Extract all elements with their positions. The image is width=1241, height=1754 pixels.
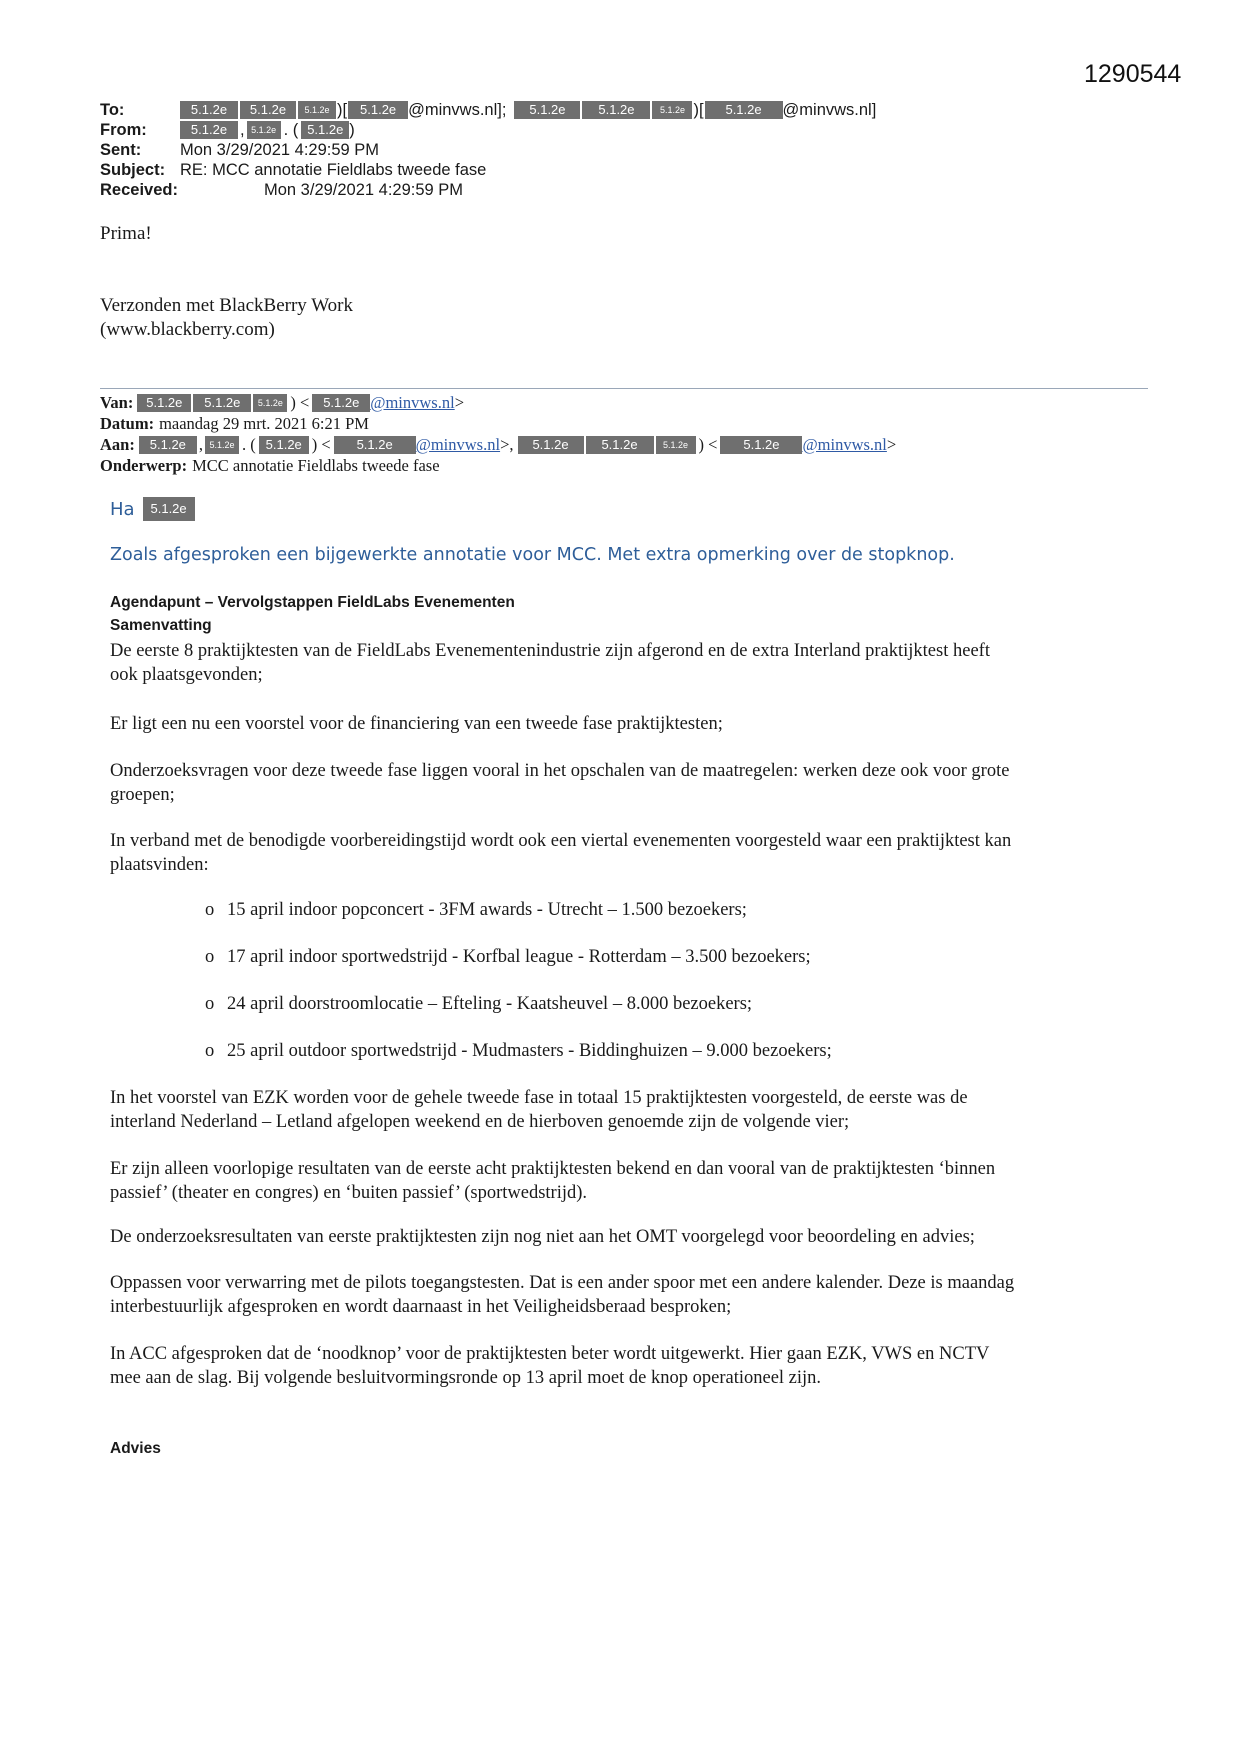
separator-line — [100, 388, 1148, 389]
paragraph-9-line-1: In ACC afgesproken dat de ‘noodknop’ voor de praktijktesten beter wordt uitgewerkt. Hier gaan EZK, VWS en NCTV — [110, 1344, 990, 1364]
paragraph-1-line-1: De eerste 8 praktijktesten van de FieldLabs Evenementenindustrie zijn afgerond en de extra Interland praktijktest heeft — [110, 641, 990, 661]
signature-line-1: Verzonden met BlackBerry Work — [100, 295, 353, 316]
paragraph-5-line-2: interland Nederland – Letland afgelopen weekend en de hierboven genoemde zijn de volgende vier; — [110, 1112, 850, 1132]
paragraph-4 — [110, 829, 1145, 877]
to-label: To: — [100, 101, 125, 119]
from-label: From: — [100, 121, 147, 139]
signature-line-2: (www.blackberry.com) — [100, 319, 275, 340]
received-label: Received: — [100, 181, 178, 199]
aan-email-domain-2[interactable]: @minvws.nl — [802, 435, 887, 454]
redaction: 5.1.2e — [180, 121, 238, 139]
received-value: Mon 3/29/2021 4:29:59 PM — [264, 181, 464, 199]
event-text: 17 april indoor sportwedstrijd - Korfbal league - Rotterdam – 3.500 bezoekers; — [227, 947, 811, 967]
email-header — [100, 100, 876, 200]
list-item — [205, 898, 747, 922]
paragraph-1 — [110, 639, 1145, 687]
bullet-marker: o — [205, 994, 215, 1014]
paragraph-3-line-1: Onderzoeksvragen voor deze tweede fase liggen vooral in het opschalen van de maatregelen: werken deze ook voor grote — [110, 761, 1010, 781]
paragraph-7: De onderzoeksresultaten van eerste praktijktesten zijn nog niet aan het OMT voorgelegd voor beoordeling en advies; — [110, 1227, 975, 1247]
paragraph-4-line-2: plaatsvinden: — [110, 855, 209, 875]
intro-text: Zoals afgesproken een bijgewerkte annotatie voor MCC. Met extra opmerking over de stopknop. — [110, 545, 955, 565]
redaction: 5.1.2e — [705, 101, 783, 119]
redaction: 5.1.2e — [253, 394, 287, 412]
onderwerp-label: Onderwerp: — [100, 456, 188, 475]
datum-label: Datum: — [100, 414, 155, 433]
paragraph-4-line-1: In verband met de benodigde voorbereidingstijd wordt ook een viertal evenementen voorgesteld waar een praktijktest kan — [110, 831, 1012, 851]
paragraph-3-line-2: groepen; — [110, 785, 175, 805]
redaction: 5.1.2e — [240, 101, 296, 119]
redaction: 5.1.2e — [582, 101, 650, 119]
van-row: Van: 5.1.2e 5.1.2e 5.1.2e ) < 5.1.2e @minvws.nl > — [100, 393, 464, 412]
datum-value: maandag 29 mrt. 2021 6:21 PM — [159, 414, 369, 433]
paragraph-9-line-2: mee aan de slag. Bij volgende besluitvormingsronde op 13 april moet de knop operationeel zijn. — [110, 1368, 822, 1388]
subject-value: RE: MCC annotatie Fieldlabs tweede fase — [180, 161, 487, 179]
redaction: 5.1.2e — [298, 101, 336, 119]
paragraph-6 — [110, 1157, 1145, 1205]
list-item — [205, 945, 811, 969]
event-text: 25 april outdoor sportwedstrijd - Mudmasters - Biddinghuizen – 9.000 bezoekers; — [227, 1041, 832, 1061]
greeting: Ha — [110, 498, 135, 520]
paragraph-8-line-2: interbestuurlijk afgesproken en wordt daarnaast in het Veiligheidsberaad besproken; — [110, 1297, 732, 1317]
redaction: 5.1.2e — [334, 436, 416, 454]
event-text: 15 april indoor popconcert - 3FM awards - Utrecht – 1.500 bezoekers; — [227, 900, 747, 920]
paragraph-3 — [110, 759, 1145, 807]
redaction: 5.1.2e — [247, 121, 281, 139]
aan-row: Aan: 5.1.2e , 5.1.2e . ( 5.1.2e ) < 5.1.2e @minvws.nl >, 5.1.2e 5.1.2e 5.1.2e ) < 5.1.2e @minvws.nl > — [100, 435, 897, 454]
redaction: 5.1.2e — [259, 436, 309, 454]
redaction: 5.1.2e — [720, 436, 802, 454]
list-item — [205, 1039, 832, 1063]
to-domain-2: @minvws.nl] — [782, 101, 877, 119]
list-item — [205, 992, 752, 1016]
to-domain-1: @minvws.nl]; — [408, 101, 507, 119]
van-label: Van: — [100, 393, 134, 412]
subject-label: Subject: — [100, 161, 166, 179]
paragraph-6-line-1: Er zijn alleen voorlopige resultaten van de eerste acht praktijktesten bekend en dan vooral van de praktijktesten ‘binnen — [110, 1159, 996, 1179]
sent-value: Mon 3/29/2021 4:29:59 PM — [180, 141, 380, 159]
paragraph-5 — [110, 1086, 1145, 1134]
redaction: 5.1.2e — [348, 101, 408, 119]
aan-label: Aan: — [100, 435, 135, 454]
event-text: 24 april doorstroomlocatie – Efteling - Kaatsheuvel – 8.000 bezoekers; — [227, 994, 753, 1014]
paragraph-9 — [110, 1342, 1145, 1390]
sent-label: Sent: — [100, 141, 142, 159]
redaction: 5.1.2e — [518, 436, 584, 454]
paragraph-5-line-1: In het voorstel van EZK worden voor de gehele tweede fase in totaal 15 praktijktesten voorgesteld, de eerste was de — [110, 1088, 968, 1108]
redaction: 5.1.2e — [312, 394, 370, 412]
paragraph-2: Er ligt een nu een voorstel voor de financiering van een tweede fase praktijktesten; — [110, 714, 723, 734]
forwarded-header — [100, 392, 896, 476]
redaction: 5.1.2e — [180, 101, 238, 119]
bullet-marker: o — [205, 947, 215, 967]
reply-text: Prima! — [100, 223, 152, 244]
redaction: 5.1.2e — [586, 436, 654, 454]
paragraph-1-line-2: ook plaatsgevonden; — [110, 665, 263, 685]
advies-title: Advies — [110, 1440, 161, 1457]
paragraph-8 — [110, 1271, 1145, 1319]
aan-email-domain-1[interactable]: @minvws.nl — [415, 435, 501, 454]
redaction: 5.1.2e — [656, 436, 696, 454]
redaction: 5.1.2e — [205, 436, 239, 454]
redaction: 5.1.2e — [514, 101, 580, 119]
agenda-title: Agendapunt – Vervolgstappen FieldLabs Evenementen — [110, 594, 515, 611]
bullet-marker: o — [205, 900, 215, 920]
onderwerp-row — [100, 455, 896, 476]
redaction: 5.1.2e — [301, 121, 349, 139]
from-row: From: 5.1.2e , 5.1.2e . ( 5.1.2e ) — [100, 121, 355, 139]
van-email-domain[interactable]: @minvws.nl — [370, 393, 455, 412]
received-row — [100, 180, 876, 200]
redaction: 5.1.2e — [139, 436, 197, 454]
onderwerp-value: MCC annotatie Fieldlabs tweede fase — [192, 456, 440, 475]
paragraph-8-line-1: Oppassen voor verwarring met de pilots toegangstesten. Dat is een ander spoor met een andere kalender. Deze is maandag — [110, 1273, 1015, 1293]
subject-row — [100, 160, 876, 180]
bullet-marker: o — [205, 1041, 215, 1061]
redaction: 5.1.2e — [143, 497, 195, 521]
document-number: 1290544 — [1084, 60, 1182, 88]
to-row: To: 5.1.2e 5.1.2e 5.1.2e )[ 5.1.2e @minvws.nl]; 5.1.2e 5.1.2e 5.1.2e )[ 5.1.2e @minvws.nl] — [100, 101, 877, 119]
redaction: 5.1.2e — [652, 101, 692, 119]
redaction: 5.1.2e — [193, 394, 251, 412]
summary-title: Samenvatting — [110, 617, 212, 634]
greeting-line — [110, 497, 195, 521]
sent-row — [100, 140, 876, 160]
redaction: 5.1.2e — [137, 394, 191, 412]
datum-row — [100, 413, 896, 434]
paragraph-6-line-2: passief’ (theater en congres) en ‘buiten passief’ (sportwedstrijd). — [110, 1183, 588, 1203]
